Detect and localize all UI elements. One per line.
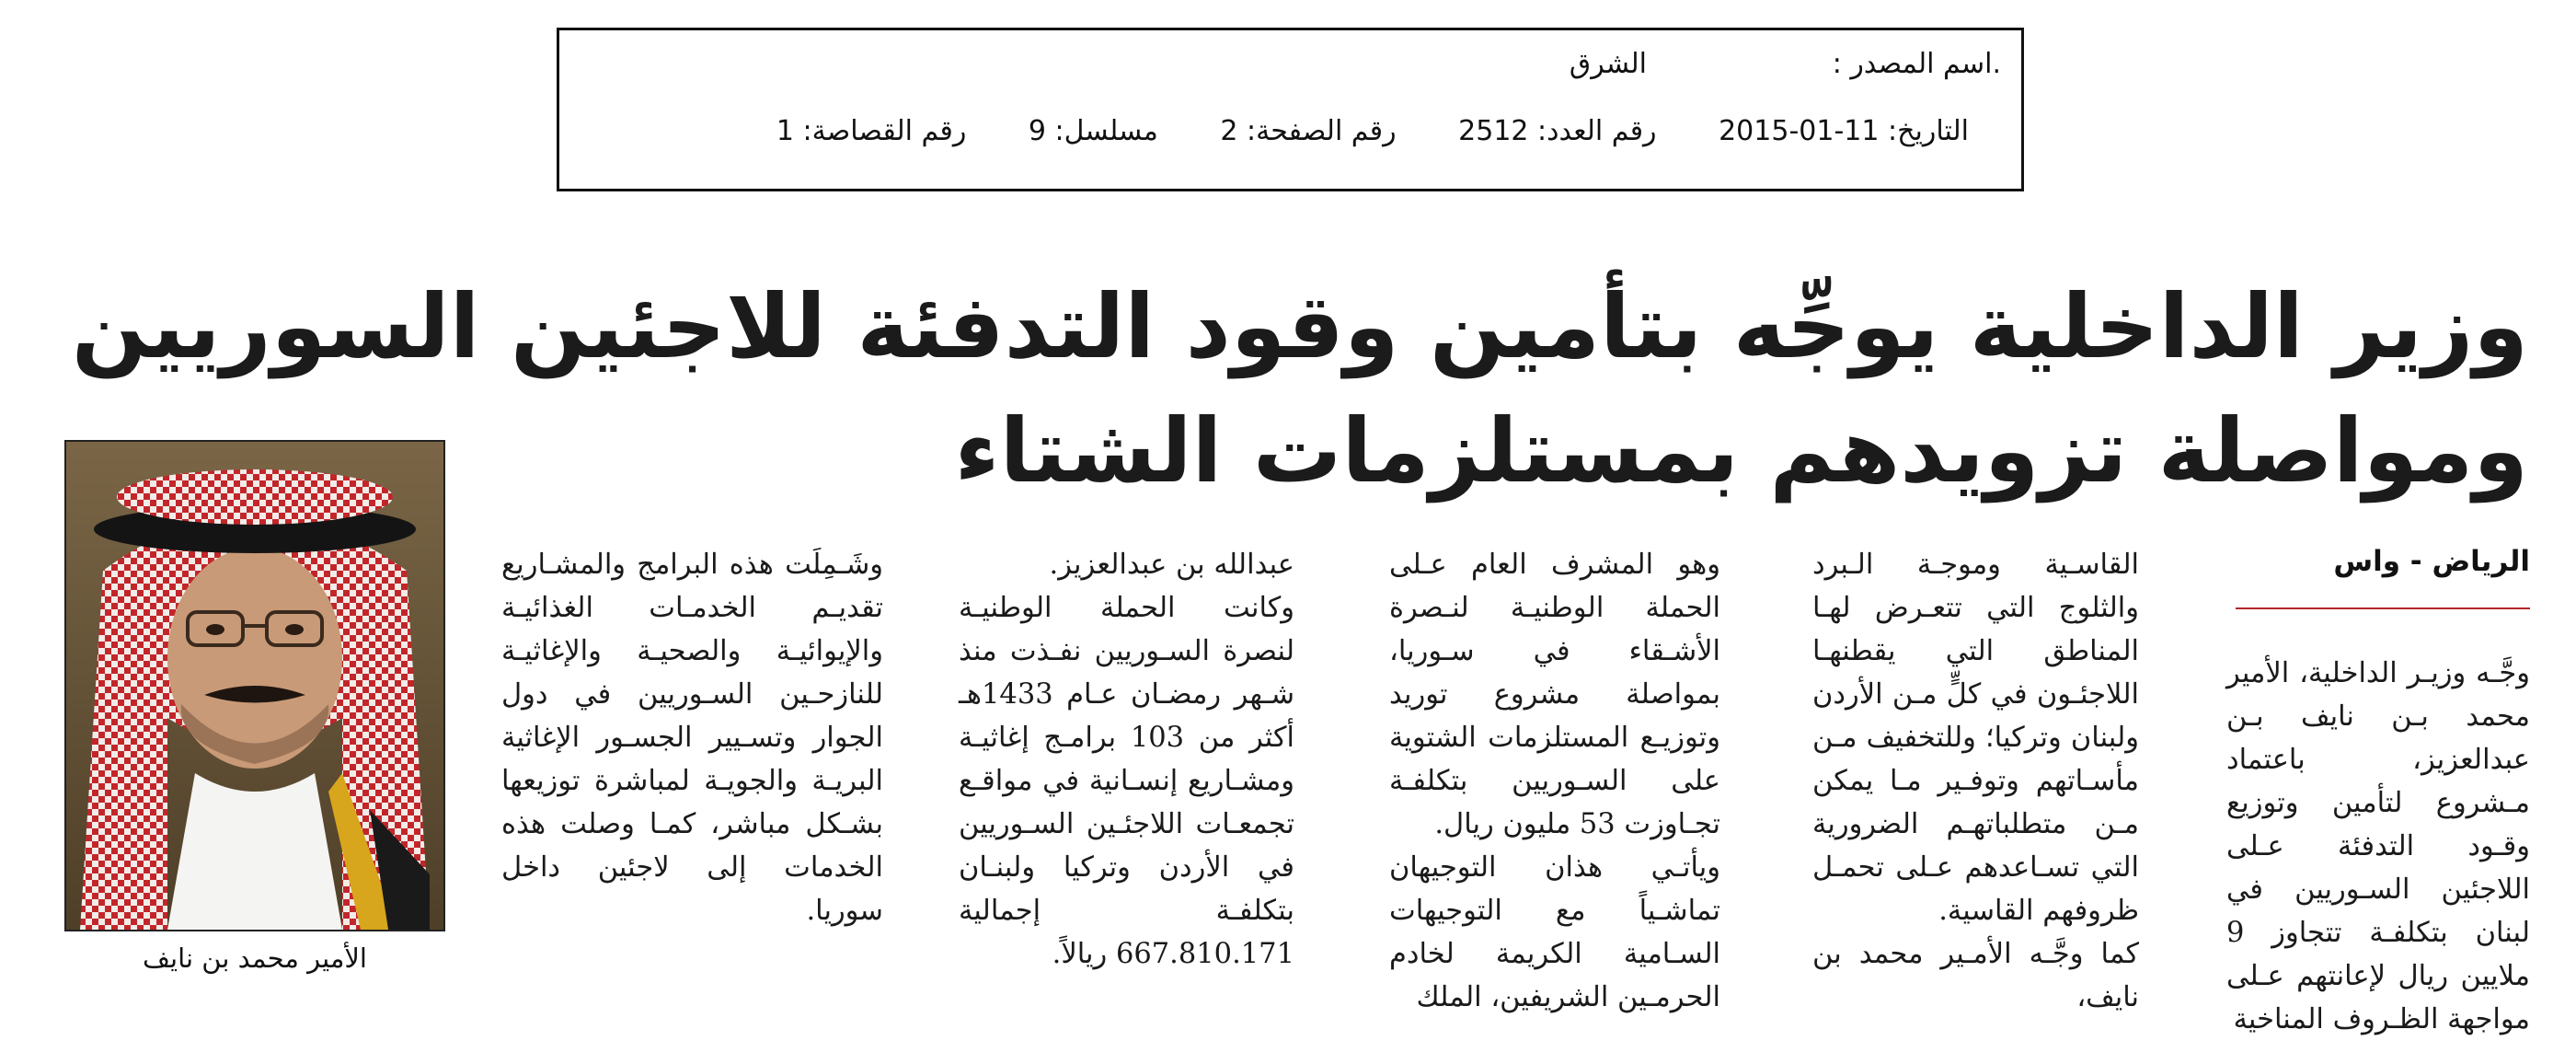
paragraph: كما وجَّـه الأمـير محمد بن نايف، (1812, 938, 2139, 1013)
paragraph: وشَـمِلَت هذه البرامج والمشـاريع تقديـم الخدمـات الغذائيـة والإيوائيـة والصحيـة والإغاثيـة للنازحـين السـوريين في دول الجوار وتسـيير الجسـور الإغاثية البريـة والجويـة لمباشرة توزيعها بشـكل مباشر، كمـا وصلت هذه الخدمات إلى لاجئين داخل سوريا. (501, 549, 883, 927)
headline-line-2: ومواصلة تزويدهم بمستلزمات الشتاء (954, 399, 2528, 503)
article-column-3 (1389, 543, 1720, 1019)
date-field: التاريخ: 11-01-2015 (1719, 115, 1969, 147)
article-column-5 (501, 543, 883, 932)
byline: الرياض - واس (2333, 545, 2530, 578)
serial-field: مسلسل: 9 (1028, 115, 1158, 147)
issue-field: رقم العدد: 2512 (1458, 115, 1657, 147)
photo-caption: الأمير محمد بن نايف (143, 943, 367, 974)
portrait-photo (64, 440, 445, 931)
source-value-row (1570, 48, 1647, 80)
headline-line-1: وزير الداخلية يوجِّه بتأمين وقود التدفئة للاجئين السوريين (71, 275, 2528, 378)
details-row (776, 115, 1969, 147)
page-field: رقم الصفحة: 2 (1220, 115, 1397, 147)
paragraph: عبدالله بن عبدالعزيز. (1049, 549, 1294, 581)
source-metadata-box (557, 28, 2024, 191)
article-column-1 (2226, 652, 2530, 1041)
paragraph: ويأتـي هذان التوجيهان تماشـياً مع التوجيهات السـامية الكريمة لخادم الحرمـين الشريفين، الملك (1389, 851, 1720, 1013)
paragraph: وجَّـه وزيـر الداخلية، الأمير محمد بـن نايف بـن عبدالعزيز، باعتماد مـشروع لتأمين وتوزيع وقـود التدفئة عـلى اللاجئين السـوريين في لبنان بتكلفـة تتجاوز 9 ملايين ريال لإعانتهم عـلى مواجهة الظـروف المناخية (2226, 657, 2530, 1035)
portrait-illustration (66, 442, 443, 930)
article-column-4 (959, 543, 1294, 976)
byline-divider (2236, 607, 2530, 609)
clip-field: رقم القصاصة: 1 (776, 115, 967, 147)
paragraph: وكانت الحملة الوطنيـة لنصرة السـوريين نفـذت منذ شـهر رمضـان عـام 1433هـ أكثر من 103 برامـج إغاثيـة ومشـاريع إنسـانية في مواقـع تجمعـات اللاجئـين السـوريين في الأردن وتركيا ولبنـان بتكلفـة إجمالية 667.810.171 ريالاً. (959, 592, 1294, 970)
paragraph: وهو المشرف العام عـلى الحملة الوطنيـة لنـصرة الأشـقاء في سـوريا، بمواصلة مشروع توريد وتوزيـع المستلزمات الشتوية على السـوريين بتكلفـة تجـاوزت 53 مليون ريال. (1389, 549, 1720, 840)
source-label: .اسم المصدر : (1832, 48, 2001, 80)
source-value: الشرق (1569, 48, 1647, 80)
article-column-2 (1812, 543, 2139, 1019)
paragraph: القاسـية وموجـة الـبرد والثلوج التي تتعـرض لهـا المناطق التي يقطنهـا اللاجئـون في كلٍّ مـن الأردن ولبنان وتركيا؛ وللتخفيف مـن مأسـاتهم وتوفـير مـا يمكن مـن متطلباتهـم الضرورية التي تسـاعدهم عـلى تحمـل ظروفهم القاسية. (1812, 549, 2139, 927)
source-row (1833, 48, 2001, 80)
